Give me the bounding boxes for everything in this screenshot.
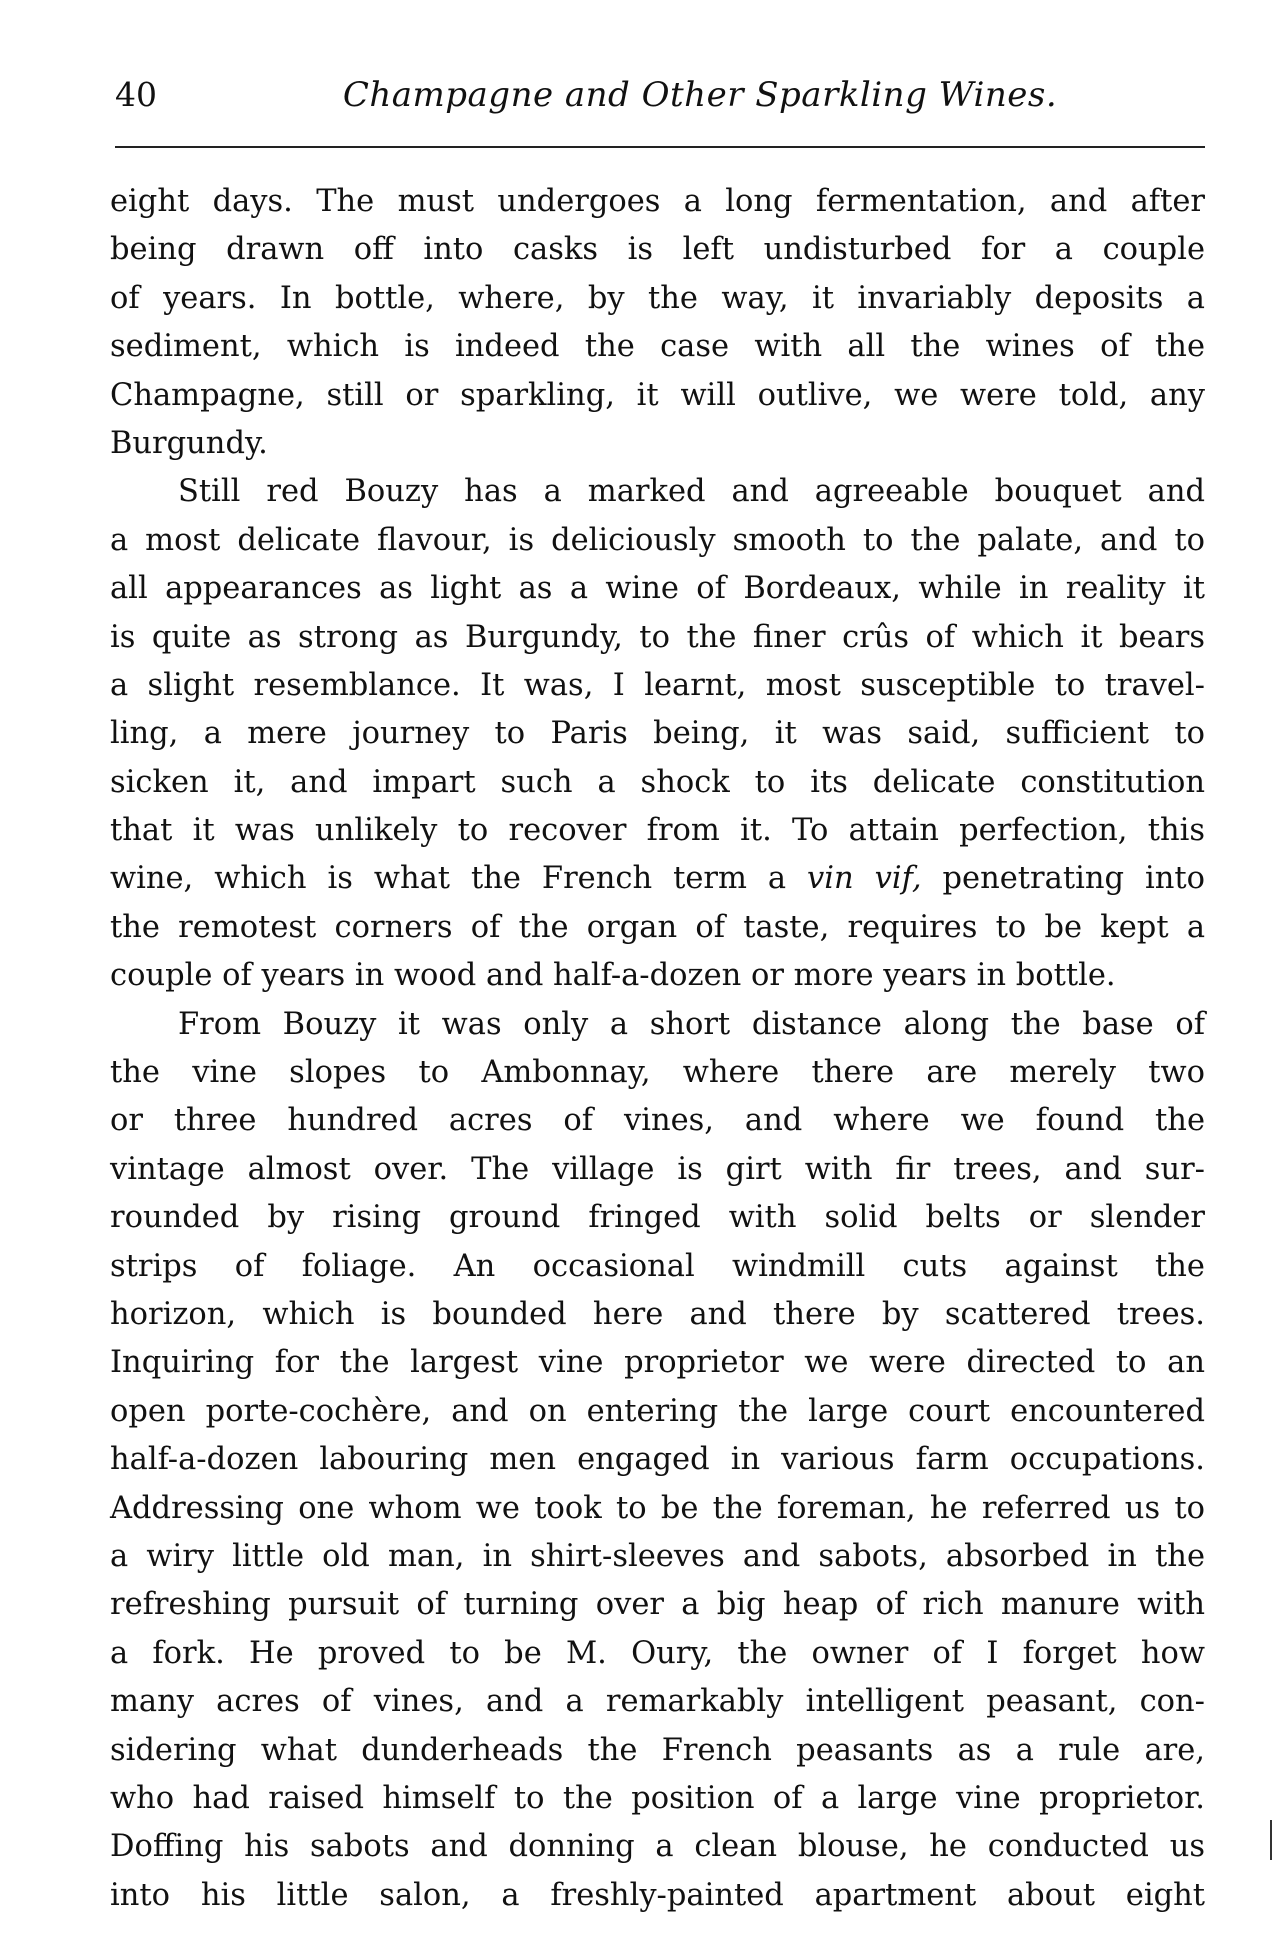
text-line-with-italic — [110, 855, 1205, 903]
italic-phrase: vin vif, — [807, 861, 922, 897]
text-line: sidering what dunderheads the French peasants as a rule are, — [110, 1732, 1205, 1768]
text-line: is quite as strong as Burgundy, to the finer crûs of which it bears — [110, 619, 1205, 655]
body-text — [110, 178, 1205, 1920]
text-line: refreshing pursuit of turning over a big heap of rich manure with — [110, 1587, 1205, 1623]
text-line: vintage almost over. The village is girt with fir trees, and sur- — [110, 1151, 1205, 1187]
text-line: Doffing his sabots and donning a clean blouse, he conducted us — [110, 1829, 1205, 1865]
text-line: all appearances as light as a wine of Bordeaux, while in reality it — [110, 571, 1205, 607]
margin-mark — [1270, 1820, 1272, 1860]
text-line: Inquiring for the largest vine proprietor we were directed to an — [110, 1345, 1205, 1381]
text-segment: wine, which is what the French term a — [110, 861, 808, 897]
text-line: a fork. He proved to be M. Oury, the owner of I forget how — [110, 1635, 1205, 1671]
text-line: couple of years in wood and half-a-dozen or more years in bottle. — [110, 958, 1116, 994]
text-line: that it was unlikely to recover from it. To attain perfection, this — [110, 813, 1205, 849]
text-line: of years. In bottle, where, by the way, it invariably deposits a — [110, 280, 1205, 316]
text-line: many acres of vines, and a remarkably intelligent peasant, con- — [110, 1684, 1205, 1720]
text-line: being drawn off into casks is left undisturbed for a couple — [110, 232, 1205, 268]
page-header — [115, 70, 1205, 120]
text-line: a slight resemblance. It was, I learnt, most susceptible to travel- — [110, 667, 1205, 703]
text-line: From Bouzy it was only a short distance along the base of — [178, 1006, 1205, 1042]
text-line: Champagne, still or sparkling, it will outlive, we were told, any — [110, 377, 1205, 413]
text-line: sicken it, and impart such a shock to its delicate constitution — [110, 764, 1205, 800]
header-rule — [115, 146, 1205, 148]
text-line: or three hundred acres of vines, and where we found the — [110, 1103, 1205, 1139]
text-segment: penetrating into — [921, 861, 1205, 897]
text-line: a wiry little old man, in shirt-sleeves and sabots, absorbed in the — [110, 1538, 1205, 1574]
text-line: Addressing one whom we took to be the foreman, he referred us to — [110, 1490, 1205, 1526]
text-line: ling, a mere journey to Paris being, it was said, sufficient to — [110, 716, 1205, 752]
text-line: strips of foliage. An occasional windmill cuts against the — [110, 1248, 1205, 1284]
text-line: horizon, which is bounded here and there by scattered trees. — [110, 1296, 1205, 1332]
text-line: sediment, which is indeed the case with all the wines of the — [110, 329, 1205, 365]
text-line: Burgundy. — [110, 425, 268, 461]
text-line: a most delicate flavour, is deliciously smooth to the palate, and to — [110, 522, 1205, 558]
page-number: 40 — [115, 75, 157, 114]
text-line: half-a-dozen labouring men engaged in various farm occupations. — [110, 1442, 1205, 1478]
text-line: the vine slopes to Ambonnay, where there are merely two — [110, 1055, 1205, 1091]
text-line: the remotest corners of the organ of taste, requires to be kept a — [110, 909, 1205, 945]
text-line: who had raised himself to the position of a large vine proprietor. — [110, 1780, 1205, 1816]
text-line: into his little salon, a freshly-painted apartment about eight — [110, 1877, 1205, 1913]
text-line: eight days. The must undergoes a long fermentation, and after — [110, 184, 1205, 219]
running-title: Champagne and Other Sparkling Wines. — [342, 75, 1058, 115]
text-line: rounded by rising ground fringed with solid belts or slender — [110, 1200, 1205, 1236]
text-line: Still red Bouzy has a marked and agreeable bouquet and — [178, 474, 1205, 510]
text-line: open porte-cochère, and on entering the large court encountered — [110, 1393, 1205, 1429]
